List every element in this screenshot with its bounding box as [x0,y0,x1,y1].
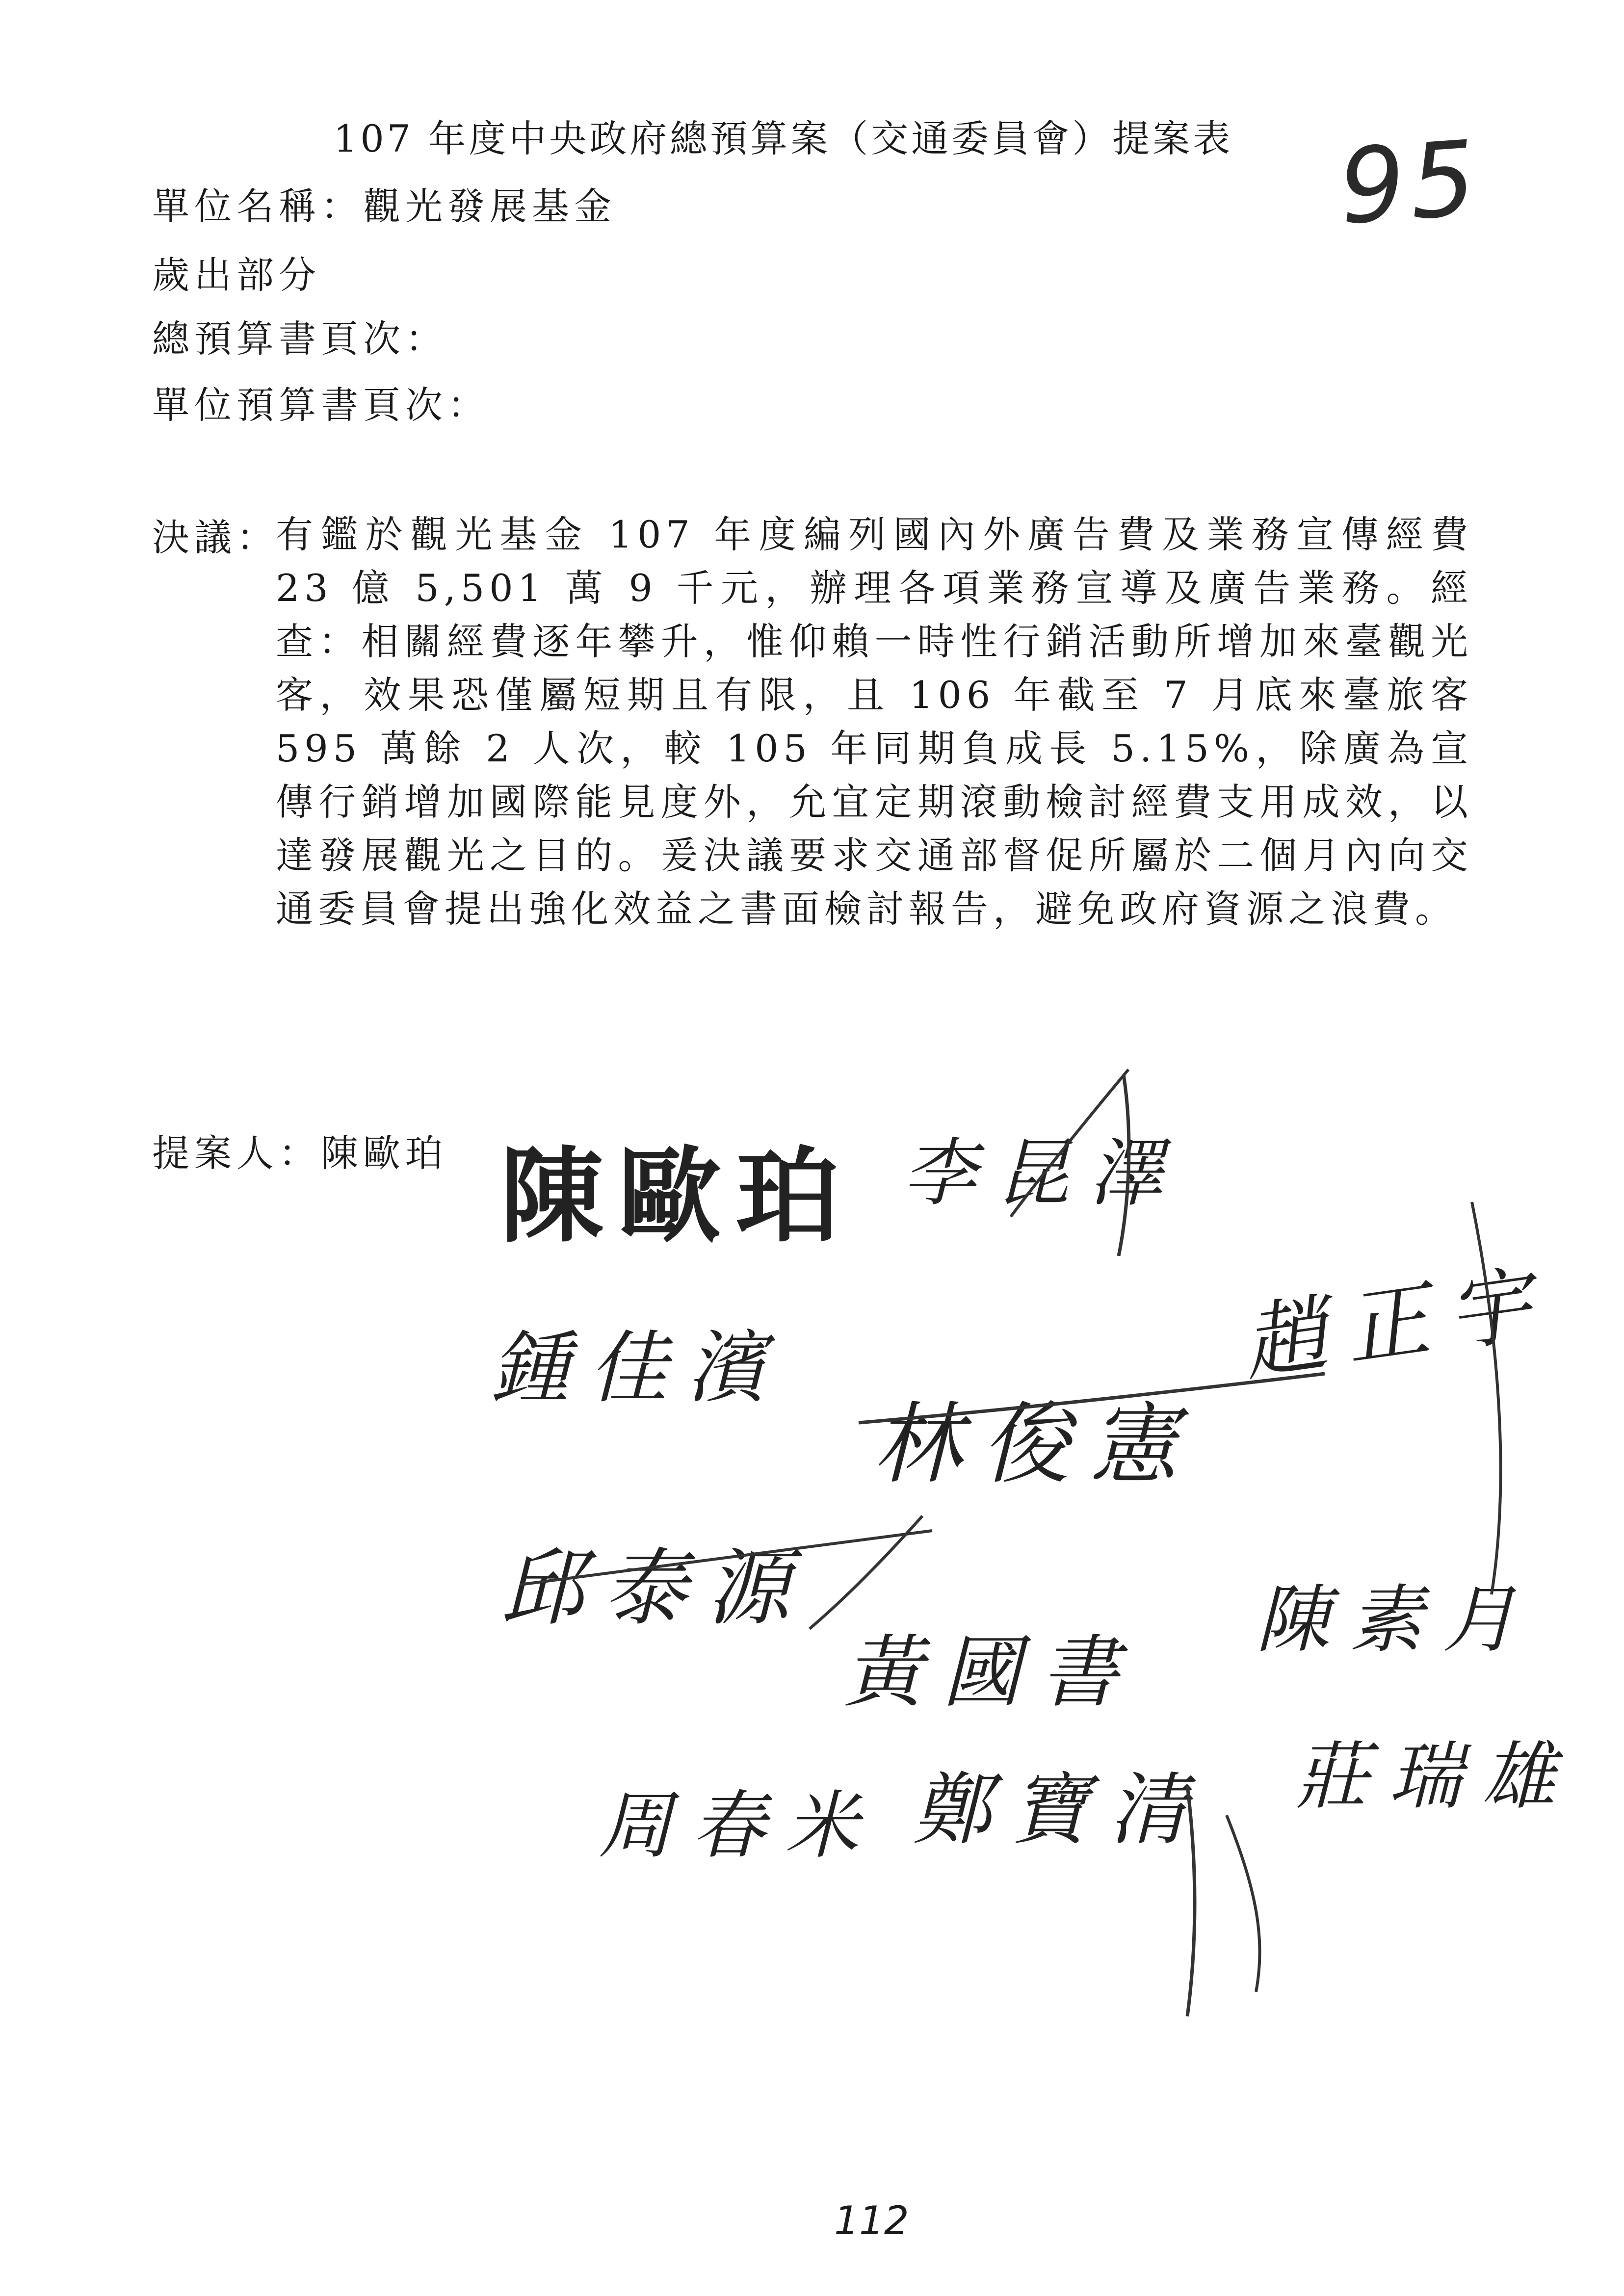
signature-3: 鍾佳濱 [491,1322,786,1414]
document-title: 107 年度中央政府總預算案（交通委員會）提案表 [334,117,1233,160]
signature-5: 趙正宇 [1237,1253,1557,1393]
proposer-line: 提案人：陳歐珀 [152,1131,447,1175]
handwritten-page-mark: 95 [1335,118,1485,248]
signature-1: 陳歐珀 [500,1135,854,1256]
signature-10: 鄭寶清 [913,1764,1207,1855]
unit-budget-page: 單位預算書頁次： [152,383,490,427]
signature-11: 莊瑞雄 [1295,1734,1575,1820]
unit-name: 單位名稱：觀光發展基金 [152,184,616,228]
signature-6: 邱泰源 [500,1540,810,1637]
resolution-text: 有鑑於觀光基金 107 年度編列國內外廣告費及業務宣傳經費 23 億 5,501 萬 9 千元，辦理各項業務宣導及廣告業務。經查：相關經費逐年攀升，惟仰賴一時性行銷活動所增加來臺觀光客，效果恐僅屬短期且有限，且 106 年截至 7 月底來臺旅客 595 萬餘 2 人次，較 105 年同期負成長 5.15%，除廣為宣傳行銷增加國際能見度外，允宜定期滾動檢討經費支用成效，以達發展觀光之目的。爰決議要求交通部督促所屬於二個月內向交通委員會提出強化效益之書面檢討報告，避免政府資源之浪費。 [276,513,1473,931]
resolution-label: 決議： [152,516,279,559]
page-number: 112 [834,2198,909,2244]
signature-4: 林俊憲 [873,1393,1198,1496]
signature-7: 黃國書 [844,1626,1139,1718]
general-budget-page: 總預算書頁次： [152,317,447,361]
section-label: 歲出部分 [152,253,321,297]
signature-2: 李昆澤 [903,1131,1183,1216]
signature-8: 陳素月 [1256,1577,1536,1663]
signature-9: 周春米 [599,1783,879,1869]
